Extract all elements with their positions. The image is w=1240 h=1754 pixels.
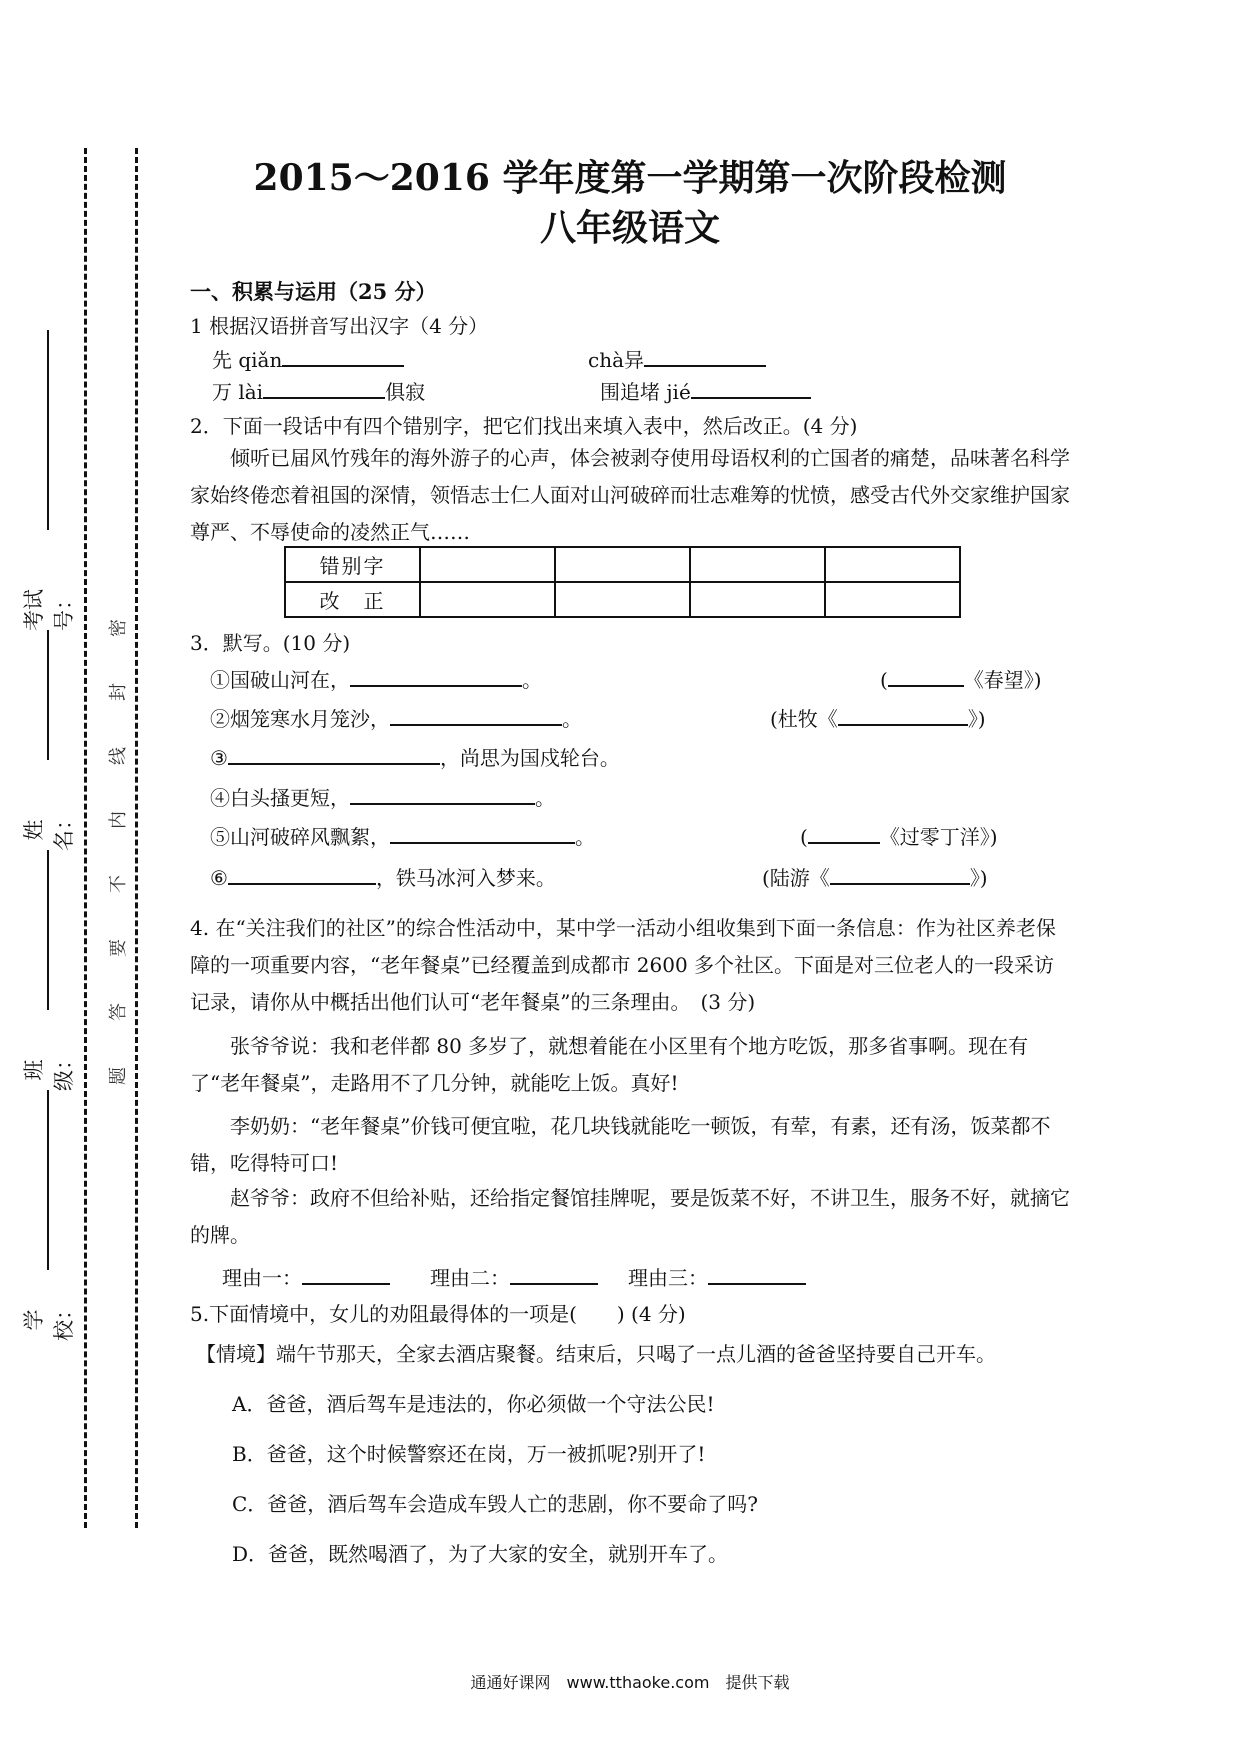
answer-blank[interactable] (888, 665, 964, 687)
answer-cell[interactable] (690, 547, 825, 582)
q3-stem: 3．默写。(10 分) (190, 631, 351, 655)
name-line-top (47, 630, 49, 760)
answer-blank[interactable] (808, 822, 880, 844)
q1-item-3: 万 lài 俱寂 (212, 376, 425, 405)
q3-item-2: ②烟笼寒水月笼沙， 。 (210, 703, 582, 732)
answer-blank[interactable] (350, 783, 535, 805)
page-subtitle: 八年级语文 (539, 207, 720, 249)
exam-number-label: 考试号： (22, 589, 76, 631)
answer-cell[interactable] (420, 547, 555, 582)
q3-item-3: ③ ，尚思为国戍轮台。 (210, 742, 620, 771)
q1-item-4: 围追堵 jié (600, 376, 811, 405)
table-header-cell: 错别字 (285, 547, 420, 582)
seal-line-text (106, 615, 128, 1089)
answer-blank[interactable] (390, 822, 575, 844)
seal-char: 密 (108, 619, 129, 637)
school-label: 学校： (22, 1299, 76, 1341)
section-heading: 一、积累与运用（25 分） (190, 279, 437, 304)
q5-option-b[interactable]: B．爸爸，这个时候警察还在岗，万一被抓呢?别开了! (232, 1442, 706, 1466)
table-row (285, 582, 960, 617)
q1-item-1: 先 qiǎn (212, 344, 404, 373)
table-row (285, 547, 960, 582)
q3-note-6: (陆游《 》) (762, 862, 988, 891)
answer-blank[interactable] (228, 863, 376, 885)
footer-source: 通通好课网 www.tthaoke.com 提供下载 (470, 1673, 790, 1692)
q4-reason-3: 理由三： (628, 1262, 806, 1291)
q3-item-6: ⑥ ，铁马冰河入梦来。 (210, 862, 556, 891)
answer-blank[interactable] (350, 665, 522, 687)
seal-char: 答 (108, 1003, 129, 1021)
table-header-cell: 改 正 (285, 582, 420, 617)
q3-note-2: (杜牧《 》) (770, 703, 986, 732)
answer-blank[interactable] (830, 863, 970, 885)
q3-note-5: ( 《过零丁洋》) (800, 821, 998, 850)
q5-option-d[interactable]: D．爸爸，既然喝酒了，为了大家的安全，就别开车了。 (232, 1542, 729, 1566)
answer-cell[interactable] (555, 582, 690, 617)
q4-stem: 4. 在“关注我们的社区”的综合性活动中，某中学一活动小组收集到下面一条信息：作为社区养老保障的一项重要内容，“老年餐桌”已经覆盖到成都市 2600 多个社区。下面是对三位老人的一段采访记录，请你从中概括出他们认可“老年餐桌”的三条理由。 (3 分) (190, 916, 1056, 1014)
answer-cell[interactable] (825, 547, 960, 582)
answer-blank[interactable] (838, 704, 968, 726)
answer-blank[interactable] (691, 377, 811, 399)
name-line (47, 850, 49, 1010)
answer-cell[interactable] (825, 582, 960, 617)
binding-dashed-line-outer (84, 148, 87, 1528)
correction-table (284, 546, 961, 618)
q3-note-1: ( 《春望》) (880, 664, 1042, 693)
answer-blank[interactable] (302, 1263, 390, 1285)
answer-cell[interactable] (555, 547, 690, 582)
q5-context: 【情境】端午节那天，全家去酒店聚餐。结束后，只喝了一点儿酒的爸爸坚持要自己开车。 (196, 1342, 996, 1366)
q4-reason-1: 理由一： (222, 1262, 390, 1291)
q1-stem: 1 根据汉语拼音写出汉字（4 分） (190, 314, 489, 338)
binding-dashed-line-inner (135, 148, 138, 1528)
q4-interview-3: 赵爷爷：政府不但给补贴，还给指定餐馆挂牌呢，要是饭菜不好，不讲卫生，服务不好，就摘它的牌。 (190, 1186, 1070, 1247)
q2-passage: 倾听已届风竹残年的海外游子的心声，体会被剥夺使用母语权利的亡国者的痛楚，品味著名科学家始终倦恋着祖国的深情，领悟志士仁人面对山河破碎而壮志难筹的忧愤，感受古代外交家维护国家尊严、不辱使命的凌然正气…… (190, 446, 1070, 544)
answer-blank[interactable] (282, 345, 404, 367)
seal-char: 线 (108, 747, 129, 765)
q5-option-a[interactable]: A．爸爸，酒后驾车是违法的，你必须做一个守法公民! (232, 1392, 715, 1416)
answer-blank[interactable] (228, 743, 440, 765)
class-line (47, 1090, 49, 1270)
q3-item-4: ④白头搔更短， 。 (210, 782, 555, 811)
seal-char: 要 (108, 939, 129, 957)
q5-stem: 5.下面情境中，女儿的劝阻最得体的一项是( ) (4 分) (190, 1302, 686, 1326)
answer-cell[interactable] (420, 582, 555, 617)
q3-item-1: ①国破山河在， 。 (210, 664, 542, 693)
answer-cell[interactable] (690, 582, 825, 617)
class-label: 班级： (22, 1049, 76, 1091)
seal-char: 题 (108, 1067, 129, 1085)
answer-blank[interactable] (644, 345, 766, 367)
answer-blank[interactable] (708, 1263, 806, 1285)
name-label: 姓名： (22, 809, 76, 851)
page-title: 2015～2016 学年度第一学期第一次阶段检测 (253, 157, 1007, 199)
seal-char: 封 (108, 683, 129, 701)
exam-number-line (47, 330, 49, 530)
answer-blank[interactable] (263, 377, 385, 399)
q4-interview-2: 李奶奶：“老年餐桌”价钱可便宜啦，花几块钱就能吃一顿饭，有荤，有素，还有汤，饭菜都不错，吃得特可口! (190, 1114, 1051, 1175)
answer-blank[interactable] (390, 704, 562, 726)
q1-item-2: chà异 (588, 344, 766, 373)
answer-blank[interactable] (510, 1263, 598, 1285)
q3-item-5: ⑤山河破碎风飘絮， 。 (210, 821, 595, 850)
q2-stem: 2．下面一段话中有四个错别字，把它们找出来填入表中，然后改正。(4 分) (190, 414, 858, 438)
q4-interview-1: 张爷爷说：我和老伴都 80 多岁了，就想着能在小区里有个地方吃饭，那多省事啊。现在有了“老年餐桌”，走路用不了几分钟，就能吃上饭。真好! (190, 1034, 1029, 1095)
q4-reason-2: 理由二： (430, 1262, 598, 1291)
seal-char: 内 (108, 811, 129, 829)
q5-option-c[interactable]: C．爸爸，酒后驾车会造成车毁人亡的悲剧，你不要命了吗? (232, 1492, 759, 1516)
seal-char: 不 (108, 875, 129, 893)
